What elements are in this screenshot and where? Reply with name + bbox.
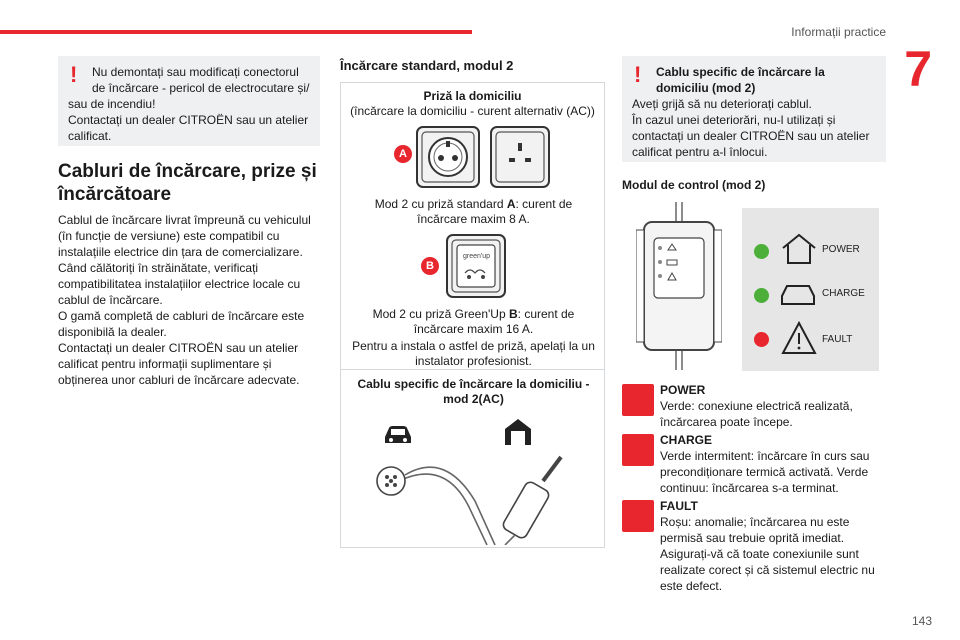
charge-label: CHARGE: [822, 288, 865, 299]
caption-socket-a: Mod 2 cu priză standard A: curent de încărcare maxim 8 A.: [374, 197, 573, 226]
house-icon: [780, 232, 818, 266]
status-fault: [622, 498, 887, 594]
top-accent-bar: [0, 30, 472, 34]
page-header-title: Informații practice: [791, 25, 886, 39]
marker-b: B: [421, 257, 439, 275]
section-heading: Cabluri de încărcare, prize și încărcătoare: [58, 161, 317, 205]
section-title-mode2: Încărcare standard, modul 2: [340, 58, 514, 73]
status-name: CHARGE: [660, 433, 713, 447]
paragraph: O gamă completă de cabluri de încărcare este disponibilă la dealer.: [58, 309, 305, 339]
status-power: [622, 382, 887, 430]
power-label: POWER: [822, 244, 860, 255]
caption-socket-b: Mod 2 cu priză Green'Up B: curent de încărcare maxim 16 A.: [372, 307, 575, 336]
warning-triangle-icon: [780, 320, 818, 356]
warning-text-1: Aveți grijă să nu deteriorați cablul.: [632, 97, 812, 111]
cable-illustration: [365, 451, 585, 545]
fault-light: [754, 332, 769, 347]
car-icon: [381, 421, 415, 447]
standard-socket-icon: [415, 125, 481, 189]
status-text: Verde: conexiune electrică realizată, încărcarea poate începe.: [660, 399, 853, 429]
paragraph: Când călătoriți în străinătate, verificați compatibilitatea instalațiilor electrice locale cu cablul de încărcare.: [58, 261, 301, 307]
warning-icon: !: [634, 62, 642, 87]
paragraph: Contactați un dealer CITROËN sau un atelier calificat pentru informații suplimentare și obținerea unor cabluri de încărcare adecvate.: [58, 341, 300, 387]
warning-title: Cablu specific de încărcare la domiciliu (mod 2): [656, 65, 825, 95]
uk-socket-icon: [489, 125, 551, 189]
warning-box-cable: [622, 56, 886, 162]
caption-install-note: Pentru a instala o astfel de priză, apelați la un instalator profesionist.: [352, 339, 595, 368]
status-name: POWER: [660, 383, 706, 397]
house-icon: [503, 417, 533, 447]
warning-icon: !: [70, 62, 78, 87]
warning-box-connector: [58, 56, 320, 146]
car-icon: [778, 280, 818, 308]
greenup-socket-icon: [445, 233, 507, 299]
status-lights-panel: [742, 208, 879, 371]
cable-heading: Cablu specific de încărcare la domiciliu - mod 2(AC): [357, 377, 590, 406]
power-light: [754, 244, 769, 259]
body-paragraphs: [58, 212, 320, 388]
warning-text-3: Contactați un dealer CITROËN sau un atelier calificat.: [68, 113, 309, 143]
warning-text-2: sau de incendiu!: [68, 97, 156, 111]
socket-figure-frame: [340, 82, 605, 548]
status-charge: [622, 432, 887, 496]
status-name: FAULT: [660, 499, 698, 513]
status-text: Verde intermitent: încărcare în curs sau precondiționare termică activată. Verde continuu: încărcarea s-a terminat.: [660, 449, 870, 495]
charge-light: [754, 288, 769, 303]
control-box-illustration: [636, 202, 722, 370]
car-icon: [622, 434, 654, 466]
divider: [341, 369, 604, 370]
paragraph: Cablul de încărcare livrat împreună cu vehiculul (în funcție de versiune) este compatibil cu instalațiile electrice din țara de comercializare.: [58, 213, 311, 259]
fault-label: FAULT: [822, 334, 853, 345]
column-left: [58, 160, 320, 388]
socket-subheading: (încărcare la domiciliu - curent alternativ (AC)): [350, 104, 595, 118]
warning-text-2: În cazul unei deteriorări, nu-l utilizați și contactați un dealer CITROËN sau un atelier calificat pentru a-l înlocui.: [632, 113, 870, 159]
module-heading: Modul de control (mod 2): [622, 178, 766, 192]
house-icon: [622, 384, 654, 416]
page-number: 143: [911, 614, 932, 628]
status-list: [622, 382, 887, 594]
status-text: Roșu: anomalie; încărcarea nu este permisă sau trebuie oprită imediat. Asigurați-vă că toate conexiunile sunt realizate corect și că sistemul electric nu este defect.: [660, 515, 875, 593]
marker-a: A: [394, 145, 412, 163]
greenup-logo-text: green'up: [463, 253, 491, 260]
warning-triangle-icon: [622, 500, 654, 532]
warning-text-1: Nu demontați sau modificați conectorul de încărcare - pericol de electrocutare și/: [92, 65, 310, 95]
chapter-number: 7: [904, 41, 932, 97]
socket-heading: Priză la domiciliu: [423, 89, 522, 103]
